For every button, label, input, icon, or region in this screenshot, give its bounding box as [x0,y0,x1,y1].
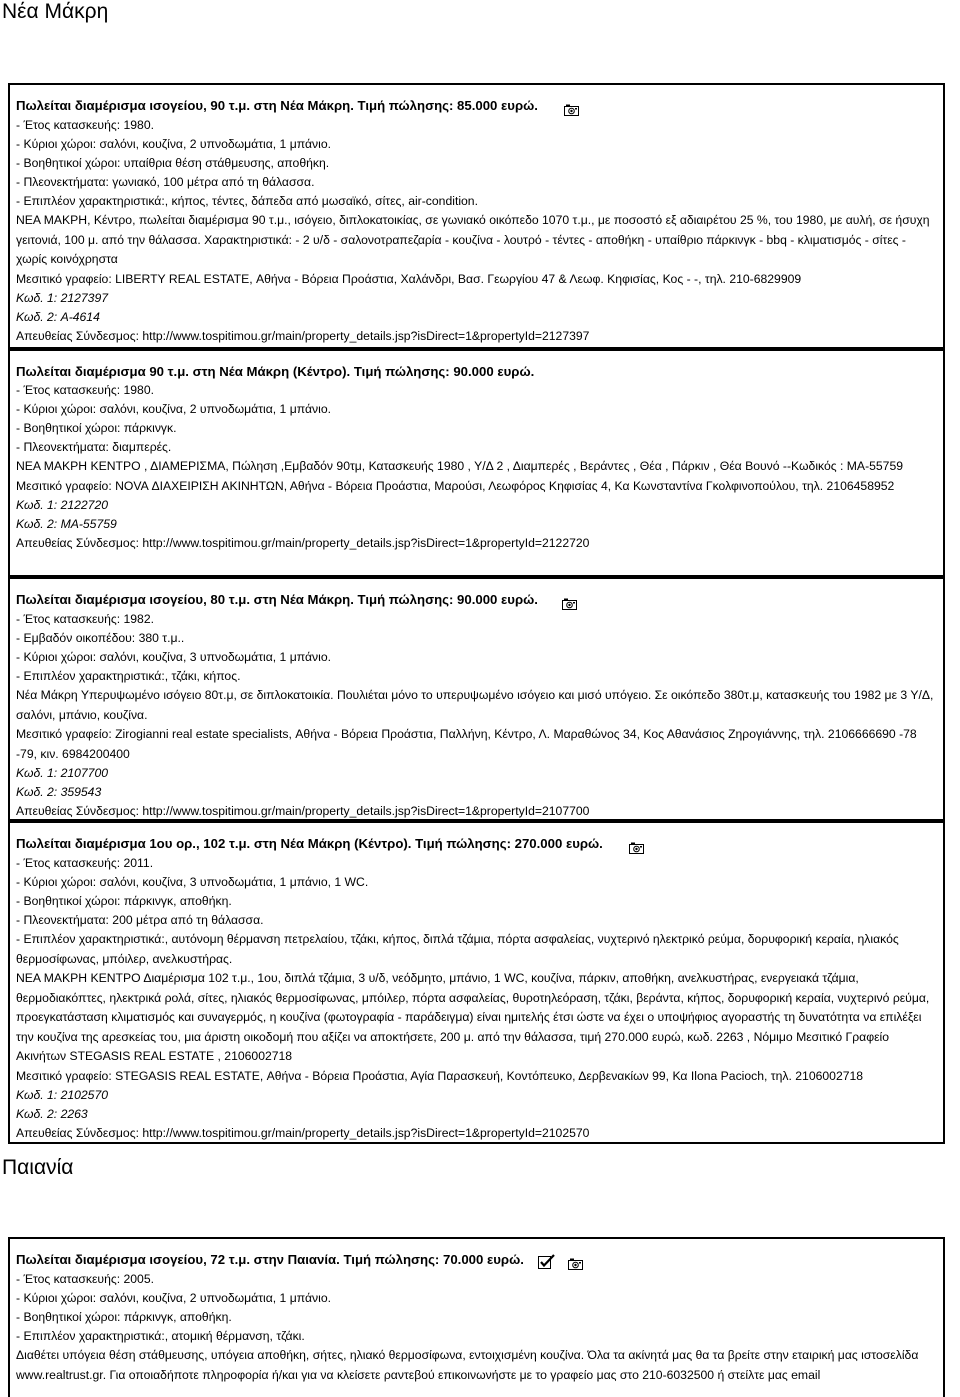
listing-line: - Έτος κατασκευής: 1980. [16,383,154,397]
listing-title-row [16,590,943,610]
listing-line: - Βοηθητικοί χώροι: πάρκινγκ, αποθήκη. [16,1310,232,1325]
listing-card [8,1237,945,1397]
listing-line: - Κύριοι χώροι: σαλόνι, κουζίνα, 3 υπνοδωμάτια, 1 μπάνιο. [16,650,331,665]
listing-line: - Πλεονεκτήματα: 200 μέτρα από τη θάλασσα. [16,913,264,928]
listing-line: - Πλεονεκτήματα: γωνιακό, 100 μέτρα από τη θάλασσα. [16,175,315,190]
listing-code-1: Κωδ. 1: 2102570 [16,1088,109,1103]
listing-description: ΝΕΑ ΜΑΚΡΗ, Κέντρο, πωλείται διαμέρισμα 90 τ.μ., ισόγειο, διπλοκατοικίας, σε γωνιακό οικόπεδο 1070 τ.μ., με ποσοστό εξ αδιαιρέτου 25 %, του 1980, με αυλή, σε ήσυχη γειτονιά, 100 μ. από την θάλασσα. Χαρακτηριστικά: - 2 υ/δ - σαλονοτραπεζαρία - κουζίνα - λουτρό - τέντες - αποθήκη - υπαίθριο πάρκινγκ - bbq - κλιματισμός - σίτες - χωρίς κοινόχρηστα [16,213,930,267]
listing-line: - Έτος κατασκευής: 2011. [16,856,154,871]
listing-title: Πωλείται διαμέρισμα 1ου ορ., 102 τ.μ. στη Νέα Μάκρη (Κέντρο). Τιμή πώλησης: 270.000 ευρώ. [16,836,603,851]
listing-line: - Έτος κατασκευής: 1980. [16,118,154,133]
listing-direct-link[interactable]: Απευθείας Σύνδεσμος: http://www.tospitimou.gr/main/property_details.jsp?isDirect=1&propertyId=2122720 [16,536,590,550]
section-heading-paiania: Παιανία [2,1156,74,1179]
listing-title: Πωλείται διαμέρισμα ισογείου, 80 τ.μ. στη Νέα Μάκρη. Τιμή πώλησης: 90.000 ευρώ. [16,592,538,607]
listing-agency: Μεσιτικό γραφείο: LIBERTY REAL ESTATE, Αθήνα - Βόρεια Προάστια, Χαλάνδρι, Βασ. Γεωργίου 47 & Λεωφ. Κηφισίας, Κος - -, τηλ. 210-6829909 [16,271,802,286]
listing-line: - Κύριοι χώροι: σαλόνι, κουζίνα, 2 υπνοδωμάτια, 1 μπάνιο. [16,402,331,416]
listing-line: - Πλεονεκτήματα: διαμπερές. [16,440,172,454]
listing-line: - Κύριοι χώροι: σαλόνι, κουζίνα, 2 υπνοδωμάτια, 1 μπάνιο. [16,137,331,152]
listing-line: - Βοηθητικοί χώροι: υπαίθρια θέση στάθμευσης, αποθήκη. [16,156,330,171]
listing-line: - Επιπλέον χαρακτηριστικά:, ατομική θέρμανση, τζάκι. [16,1329,305,1344]
listing-card [8,349,945,577]
listing-code-2: Κωδ. 2: 2263 [16,1107,88,1122]
listing-line: - Κύριοι χώροι: σαλόνι, κουζίνα, 3 υπνοδωμάτια, 1 μπάνιο, 1 WC. [16,875,369,890]
listing-line: - Βοηθητικοί χώροι: πάρκινγκ, αποθήκη. [16,894,232,909]
listing-card [8,577,945,821]
listing-direct-link[interactable]: Απευθείας Σύνδεσμος: http://www.tospitimou.gr/main/property_details.jsp?isDirect=1&propertyId=2127397 [16,328,590,343]
listing-description: Διαθέτει υπόγεια θέση στάθμευσης, υπόγεια αποθήκη, σήτες, ηλιακό θερμοσίφωνα, εντοιχισμένη κουζίνα. Όλα τα ακίνητά μας θα τα βρείτε στην εταιρική μας ιστοσελίδα www.realtrust.gr. Για οποιαδήποτε πληροφορία ή/και για να κλείσετε ραντεβού επικοινωνήστε με το γραφείο μας στο 210-6032500 ή στείλτε μας email [16,1348,919,1382]
camera-icon[interactable] [568,1256,583,1268]
listing-line: - Επιπλέον χαρακτηριστικά:, τζάκι, κήπος. [16,669,241,684]
listing-description: ΝΕΑ ΜΑΚΡΗ ΚΕΝΤΡΟ Διαμέρισμα 102 τ.μ., 1ου, διπλά τζάμια, 3 υ/δ, νεόδμητο, μπάνιο, 1 WC, κουζίνα, πάρκιν, αποθήκη, ανελκυστήρας, ενεργειακά τζάμια, θερμοδιακόπτες, ηλεκτρικά ρολά, σίτες, ηλιακός θερμοσίφωνας, μπόιλερ, πόρτα ασφαλείας, θυροτηλεόραση, τζάκι, βεράντα, κήπος, δορυφορική κεραία, νυχτερινό ρεύμα, προεγκατάσταση κλιματισμός και συναγερμός, η κουζίνα (φωτογραφία - παράδειγμα) είναι ημιτελής έτσι ώστε να έχει ο υποψήφιος αγοραστής τη δυνατότητα να επιλέξει την κουζίνα της αρεσκείας του, μια άριστη οικοδομή που αξίζει να αποκτήσετε, 200 μ. από την θάλασσα, τιμή 270.000 ευρώ, κωδ. 2263 , Νόμιμο Μεσιτικό Γραφείο Ακινήτων STEGASIS REAL ESTATE , 2106002718 [16,971,930,1064]
listing-line: - Έτος κατασκευής: 2005. [16,1272,154,1287]
listing-code-1: Κωδ. 1: 2127397 [16,290,109,305]
listing-line: - Κύριοι χώροι: σαλόνι, κουζίνα, 2 υπνοδωμάτια, 1 μπάνιο. [16,1291,331,1306]
listing-card [8,821,945,1144]
listing-direct-link[interactable]: Απευθείας Σύνδεσμος: http://www.tospitimou.gr/main/property_details.jsp?isDirect=1&propertyId=2107700 [16,804,590,819]
camera-icon[interactable] [629,840,644,852]
listing-line: - Έτος κατασκευής: 1982. [16,612,154,627]
listing-agency: Μεσιτικό γραφείο: NOVA ΔΙΑΧΕΙΡΙΣΗ ΑΚΙΝΗΤΩΝ, Αθήνα - Βόρεια Προάστια, Μαρούσι, Λεωφόρος Κηφισίας 4, Κα Κωνσταντίνα Γκολφινοπούλου, τηλ. 2106458952 [16,478,895,493]
listing-title-row [16,96,943,116]
listing-line: - Εμβαδόν οικοπέδου: 380 τ.μ.. [16,631,185,646]
listing-code-1: Κωδ. 1: 2122720 [16,498,109,512]
listing-title-row [16,362,943,381]
camera-icon[interactable] [564,102,579,114]
listing-agency: Μεσιτικό γραφείο: STEGASIS REAL ESTATE, Αθήνα - Βόρεια Προάστια, Αγία Παρασκευή, Κοντόπευκο, Δερβενακίων 99, Κα Ilona Pacioch, τηλ. 2106002718 [16,1068,864,1083]
listing-code-2: Κωδ. 2: MA-55759 [16,517,117,531]
listing-code-2: Κωδ. 2: A-4614 [16,309,100,324]
listing-line: - Επιπλέον χαρακτηριστικά:, κήπος, τέντες, δάπεδα από μωσαϊκό, σίτες, air-condition. [16,194,478,209]
listing-title-row [16,1250,943,1270]
listing-line: - Βοηθητικοί χώροι: πάρκινγκ. [16,421,177,435]
listing-title: Πωλείται διαμέρισμα ισογείου, 72 τ.μ. στην Παιανία. Τιμή πώλησης: 70.000 ευρώ. [16,1252,524,1267]
listing-title-row [16,834,943,854]
camera-icon[interactable] [562,596,577,608]
checkmark-icon [538,1254,555,1269]
listing-title: Πωλείται διαμέρισμα 90 τ.μ. στη Νέα Μάκρη (Κέντρο). Τιμή πώλησης: 90.000 ευρώ. [16,364,535,379]
listing-direct-link[interactable]: Απευθείας Σύνδεσμος: http://www.tospitimou.gr/main/property_details.jsp?isDirect=1&propertyId=2102570 [16,1126,590,1141]
listing-description: Νέα Μάκρη Υπερυψωμένο ισόγειο 80τ.μ, σε διπλοκατοικία. Πουλιέται μόνο το υπερυψωμένο ισόγειο και μισό υπόγειο. Σε οικόπεδο 380τ.μ, κατασκευής του 1982 με 3 Υ/Δ, σαλόνι, μπάνιο, κουζίνα. [16,688,934,722]
listing-title: Πωλείται διαμέρισμα ισογείου, 90 τ.μ. στη Νέα Μάκρη. Τιμή πώλησης: 85.000 ευρώ. [16,98,538,113]
listing-features: - Επιπλέον χαρακτηριστικά:, αυτόνομη θέρμανση πετρελαίου, τζάκι, κήπος, διπλά τζάμια, πόρτα ασφαλείας, νυχτερινό ηλεκτρικό ρεύμα, δορυφορική κεραία, ηλιακός θερμοσίφωνας, μπόιλερ, ανελκυστήρας. [16,932,899,966]
listing-code-2: Κωδ. 2: 359543 [16,785,102,800]
listing-agency: Μεσιτικό γραφείο: Zirogianni real estate specialists, Αθήνα - Βόρεια Προάστια, Παλλήνη, Κέντρο, Λ. Μαραθώνος 34, Κος Αθανάσιος Ζηρογιάννης, τηλ. 2106666690 -78 -79, κιν. 6984200400 [16,727,917,761]
section-heading-nea-makri: Νέα Μάκρη [2,0,109,23]
listing-card [8,83,945,349]
listing-code-1: Κωδ. 1: 2107700 [16,766,109,781]
listing-description: ΝΕΑ ΜΑΚΡΗ ΚΕΝΤΡΟ , ΔΙΑΜΕΡΙΣΜΑ, Πώληση ,Εμβαδόν 90τμ, Κατασκευής 1980 , Υ/Δ 2 , Διαμπερές , Βεράντες , Θέα , Πάρκιν , Θέα Βουνό --Κωδικός : ΜΑ-55759 [16,459,904,473]
